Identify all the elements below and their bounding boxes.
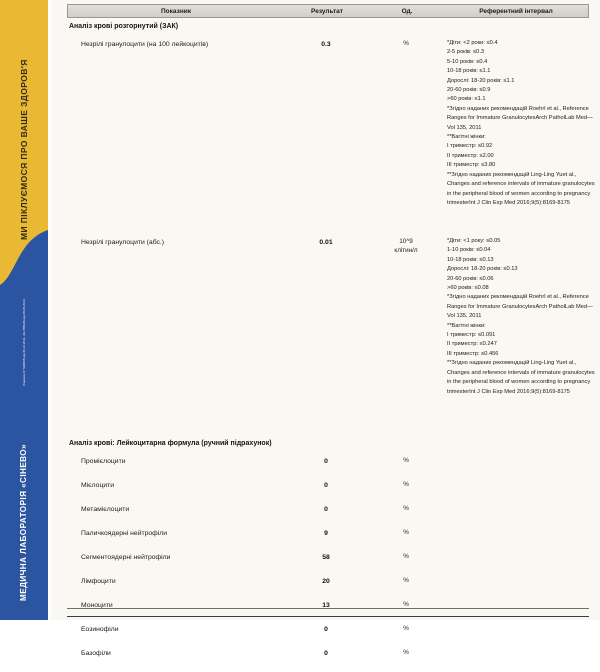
reference-line: 10-18 років: ≤1.1 bbox=[447, 68, 491, 75]
brand-lab-name: МЕДИЧНА ЛАБОРАТОРІЯ «СІНЕВО» bbox=[19, 444, 28, 602]
table-row bbox=[67, 39, 595, 235]
table-row bbox=[67, 456, 589, 478]
table-row bbox=[67, 624, 589, 646]
row-reference-interval bbox=[447, 237, 597, 397]
header-indicator: Показник bbox=[161, 7, 191, 15]
row-indicator: Незрілі гранулоцити (абс.) bbox=[81, 239, 165, 246]
table-row bbox=[67, 237, 595, 425]
table-row bbox=[67, 528, 589, 550]
brand-license-text: Ліцензія АГ 599835 від 30.12.2011, АЕ 285196 від 08.02.2014 bbox=[22, 299, 26, 387]
reference-line: **Згідно наданих рекомендацій Ling-Ling Yuet al., Changes and reference intervals of immature granulocytes in the peripheral blood of women according to pregnancy trimesterInt J Clin Exp Med 2016;9(5):8169-8175 bbox=[447, 171, 595, 206]
row-indicator: Еозинофіли bbox=[81, 626, 119, 633]
row-unit: % bbox=[403, 529, 409, 536]
row-result: 0.01 bbox=[319, 239, 333, 246]
brand-care-slogan: МИ ПІКЛУЄМОСЯ ПРО ВАШЕ ЗДОРОВ'Я bbox=[19, 59, 29, 241]
bottom-divider-2 bbox=[67, 616, 589, 617]
reference-line: ІІІ триместр: ≤3.80 bbox=[447, 162, 496, 169]
row-indicator: Промієлоцити bbox=[81, 458, 126, 465]
row-unit: % bbox=[403, 481, 409, 488]
bottom-divider bbox=[67, 608, 589, 609]
table-row bbox=[67, 480, 589, 502]
header-reference: Референтний інтервал bbox=[479, 7, 553, 15]
row-unit: % bbox=[403, 40, 409, 47]
row-indicator: Мієлоцити bbox=[81, 482, 115, 489]
row-result: 13 bbox=[322, 602, 330, 609]
row-indicator: Моноцити bbox=[81, 602, 113, 609]
reference-line: Дорослі: 18-20 років: ≤1.1 bbox=[447, 77, 515, 84]
row-result: 0 bbox=[324, 626, 328, 633]
table-row bbox=[67, 552, 589, 574]
row-result: 0 bbox=[324, 650, 328, 657]
reference-line: 5-10 років: ≤0.4 bbox=[447, 58, 488, 65]
row-unit: % bbox=[403, 553, 409, 560]
row-result: 0 bbox=[324, 482, 328, 489]
row-result: 0.3 bbox=[321, 41, 331, 48]
table-row bbox=[67, 600, 589, 622]
reference-line: >60 років: ≤0.08 bbox=[447, 285, 489, 292]
header-unit: Од. bbox=[401, 7, 413, 15]
reference-line: *Згідно наданих рекомендацій Roehrl et al., Reference Ranges for Immature GranulocytesArch PatholLab Med—Vol 135, 2011 bbox=[447, 105, 593, 131]
reference-line: ІІІ триместр: ≤0.456 bbox=[447, 350, 499, 357]
row-reference-interval bbox=[447, 39, 597, 208]
row-result: 0 bbox=[324, 458, 328, 465]
reference-line: **Згідно наданих рекомендацій Ling-Ling Yuet al., Changes and reference intervals of immature granulocytes in the peripheral blood of women according to pregnancy trimesterInt J Clin Exp Med 2016;9(5):8169-8175 bbox=[447, 360, 595, 395]
row-unit: % bbox=[403, 505, 409, 512]
reference-line: Дорослі: 18-20 років: ≤0.13 bbox=[447, 266, 518, 273]
row-indicator: Базофіли bbox=[81, 650, 111, 657]
header-result: Результат bbox=[311, 7, 343, 15]
reference-line: І триместр: ≤0.92 bbox=[447, 143, 493, 150]
reference-line: **Вагітні жінки: bbox=[447, 322, 486, 329]
reference-line: 10-18 років: ≤0.13 bbox=[447, 256, 494, 263]
table-row bbox=[67, 648, 589, 670]
row-indicator: Паличкоядерні нейтрофіли bbox=[81, 530, 168, 537]
report-sheet bbox=[48, 0, 600, 657]
row-unit: % bbox=[403, 577, 409, 584]
row-unit: % bbox=[403, 457, 409, 464]
reference-line: 2-5 років: ≤0.3 bbox=[447, 49, 485, 56]
reference-line: >60 років: ≤1.1 bbox=[447, 96, 486, 103]
row-result: 58 bbox=[322, 554, 330, 561]
reference-line: ІІ триместр: ≤2.00 bbox=[447, 152, 494, 159]
section-title: Аналіз крові: Лейкоцитарна формула (ручний підрахунок) bbox=[69, 440, 272, 447]
table-header-row bbox=[67, 4, 589, 18]
row-result: 9 bbox=[324, 530, 328, 537]
row-indicator: Незрілі гранулоцити (на 100 лейкоцитів) bbox=[81, 41, 209, 48]
reference-line: 20-60 років: ≤0.9 bbox=[447, 87, 491, 94]
row-result: 0 bbox=[324, 506, 328, 513]
reference-line: 1-10 років: ≤0.04 bbox=[447, 247, 491, 254]
reference-line: *Діти: <1 року: ≤0.05 bbox=[447, 238, 501, 244]
reference-line: *Діти: <2 роки: ≤0.4 bbox=[447, 40, 498, 46]
section-title: Аналіз крові розгорнутий (ЗАК) bbox=[69, 23, 179, 30]
table-row bbox=[67, 576, 589, 598]
reference-line: **Вагітні жінки: bbox=[447, 134, 486, 141]
row-unit: % bbox=[403, 601, 409, 608]
row-unit: 10^9 клітин/л bbox=[394, 238, 418, 254]
row-unit: % bbox=[403, 649, 409, 656]
reference-line: ІІ триместр: ≤0.247 bbox=[447, 341, 497, 348]
reference-line: 20-60 років: ≤0.06 bbox=[447, 275, 494, 282]
brand-sidebar bbox=[0, 0, 48, 620]
row-indicator: Метамієлоцити bbox=[81, 506, 130, 513]
row-unit: % bbox=[403, 625, 409, 632]
row-indicator: Сегментоядерні нейтрофіли bbox=[81, 554, 171, 561]
row-result: 20 bbox=[322, 578, 330, 585]
row-indicator: Лімфоцити bbox=[81, 578, 116, 585]
report-body bbox=[67, 22, 595, 672]
reference-line: *Згідно наданих рекомендацій Roehrl et al., Reference Ranges for Immature GranulocytesArch PatholLab Med—Vol 135, 2011 bbox=[447, 294, 593, 320]
table-row bbox=[67, 504, 589, 526]
reference-line: І триместр: ≤0.091 bbox=[447, 332, 496, 339]
